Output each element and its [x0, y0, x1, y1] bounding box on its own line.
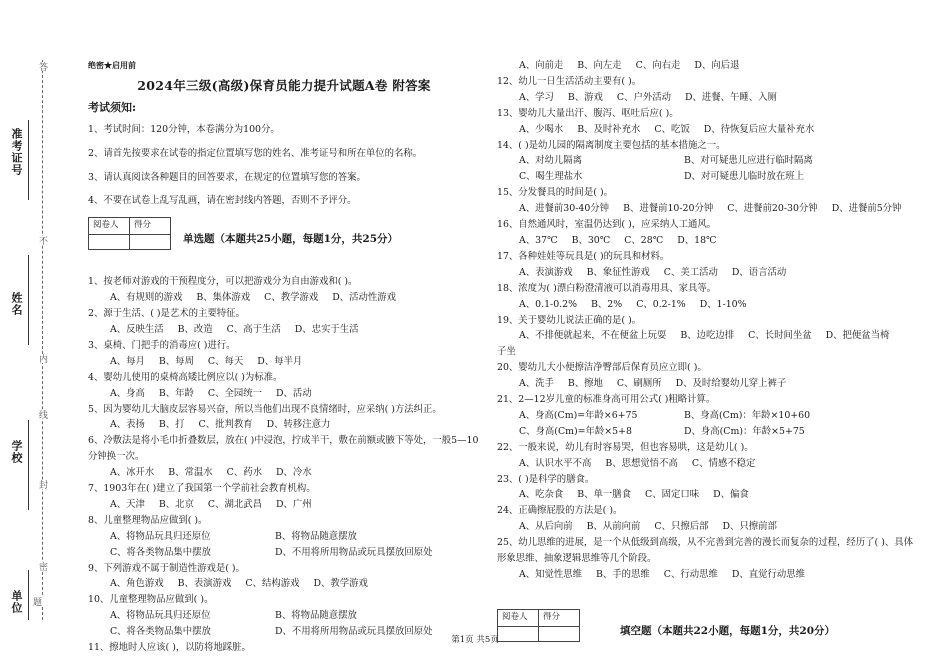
- answer-option[interactable]: B、打: [158, 419, 185, 431]
- section1-title: 单选题（本题共25小题，每题1分，共25分）: [183, 233, 399, 246]
- answer-option[interactable]: B、将物品随意摆放: [275, 610, 357, 622]
- school-label: 学校: [10, 440, 23, 464]
- answer-option[interactable]: B、手的思维: [596, 569, 650, 580]
- question-item: [497, 360, 917, 392]
- answer-option[interactable]: D、活动性游戏: [332, 292, 397, 304]
- answer-option[interactable]: C、只擦后部: [654, 521, 709, 533]
- answer-option[interactable]: C、户外活动: [616, 91, 671, 103]
- option-row: [497, 90, 917, 106]
- answer-option[interactable]: A、从后向前: [519, 521, 573, 533]
- question-text: 6、冷敷法是将小毛巾折叠数层，放在( )中浸泡，拧成半干，敷在前额或腋下等处，一般5—10分钟换一次。: [88, 435, 479, 463]
- question-item: [88, 513, 480, 561]
- answer-option[interactable]: D、语言活动: [731, 266, 787, 278]
- answer-option[interactable]: D、身高(Cm)：年龄×5+75: [684, 425, 805, 437]
- option-row: [497, 519, 917, 535]
- answer-option[interactable]: A、少喝水: [519, 123, 564, 135]
- answer-option[interactable]: A、不排便就起来，不在便盆上玩耍: [519, 330, 667, 342]
- option-row: [497, 408, 917, 424]
- seal-hint-mi: 密: [37, 562, 47, 571]
- answer-option[interactable]: A、每月: [110, 355, 145, 367]
- school-line: [28, 420, 29, 510]
- answer-option[interactable]: D、1-10%: [699, 298, 747, 310]
- score-table: [88, 217, 171, 250]
- answer-option[interactable]: B、常温水: [168, 467, 213, 479]
- answer-option[interactable]: A、0.1-0.2%: [519, 298, 578, 310]
- option-row: [497, 297, 917, 313]
- question-item: [497, 313, 917, 361]
- answer-option[interactable]: C、向右走: [635, 60, 681, 71]
- answer-option[interactable]: C、湖北武昌: [207, 498, 262, 510]
- question-text: 17、各种娃娃等玩具是( )的玩具和材料。: [497, 250, 670, 262]
- answer-option[interactable]: A、身高: [110, 387, 145, 399]
- question-text: 13、婴幼儿大量出汗、腹泻、呕吐后应( )。: [497, 107, 679, 119]
- answer-option[interactable]: A、向前走: [519, 60, 564, 71]
- score-cell: 得分: [539, 609, 580, 626]
- option-row: [497, 328, 917, 344]
- answer-option[interactable]: B、将物品随意摆放: [275, 530, 357, 542]
- answer-option[interactable]: A、37℃: [519, 234, 558, 246]
- seal-hint-da: 答: [37, 62, 47, 71]
- answer-option[interactable]: C、批判教育: [198, 419, 253, 431]
- notice-item: 1、考试时间：120分钟，本卷满分为100分。: [88, 123, 280, 135]
- option-row: [88, 386, 480, 402]
- answer-option[interactable]: D、待恢复后应大量补充水: [703, 123, 815, 135]
- answer-option[interactable]: D、转移注意力: [266, 419, 331, 431]
- answer-option[interactable]: D、不用将所用物品或玩具摆放回原处: [275, 626, 433, 638]
- question-text: 20、婴幼儿大小便擦洁净臀部后保育员应立即( )。: [497, 362, 707, 374]
- score-cell: 得分: [130, 218, 171, 235]
- section1-header: [88, 217, 480, 250]
- answer-option[interactable]: D、直觉行动思维: [731, 569, 806, 580]
- answer-option[interactable]: D、及时给婴幼儿穿上裤子: [675, 378, 787, 390]
- answer-option[interactable]: A、天津: [110, 498, 145, 510]
- right-question-list: [497, 58, 917, 583]
- answer-option[interactable]: C、0.2-1%: [636, 298, 686, 310]
- option-row: [88, 576, 480, 592]
- answer-option[interactable]: C、美工活动: [663, 266, 718, 278]
- answer-option[interactable]: B、擦地: [567, 378, 603, 390]
- option-row: [497, 376, 917, 392]
- option-row: [88, 290, 480, 306]
- option-row: [497, 487, 917, 503]
- section2-title: 填空题（本题共22小题，每题1分，共20分）: [620, 624, 836, 637]
- answer-option[interactable]: A、冰开水: [110, 467, 155, 479]
- unit-label: 单位: [10, 590, 23, 614]
- answer-option[interactable]: B、集体游戏: [196, 292, 251, 304]
- option-row: [88, 417, 480, 433]
- answer-option[interactable]: D、活动: [275, 387, 312, 399]
- question-item: [88, 338, 480, 370]
- question-text: 4、婴幼儿使用的桌椅高矮比例应以( )为标准。: [88, 371, 283, 383]
- answer-option[interactable]: A、将物品玩具归还原位: [110, 530, 211, 542]
- answer-option[interactable]: C、喝生理盐水: [519, 171, 583, 183]
- option-row: [497, 122, 917, 138]
- answer-option[interactable]: B、北京: [158, 498, 194, 510]
- option-row: [88, 545, 480, 561]
- question-text: 3、桌椅、门把手的消毒应( )进行。: [88, 339, 236, 351]
- answer-option[interactable]: C、进餐前20-30分钟: [727, 203, 818, 215]
- question-text: 21、2—12岁儿童的标准身高可用公式( )粗略计算。: [497, 394, 716, 406]
- exam-number-line: [28, 120, 29, 200]
- question-item: [497, 249, 917, 281]
- answer-option[interactable]: A、反映生活: [110, 323, 164, 335]
- answer-option[interactable]: B、进餐前10-20分钟: [623, 203, 714, 215]
- answer-option[interactable]: C、高于生活: [226, 323, 281, 335]
- answer-option[interactable]: B、身高(Cm)：年龄×10+60: [684, 409, 811, 421]
- answer-option[interactable]: C、全园统一: [207, 387, 262, 399]
- seal-hint-nei: 内: [37, 354, 47, 363]
- answer-option[interactable]: A、认识水平不高: [519, 457, 592, 469]
- answer-option[interactable]: D、只擦前部: [722, 521, 777, 533]
- question-item: [497, 58, 917, 74]
- answer-option[interactable]: D、每半月: [257, 355, 303, 367]
- question-item: [88, 402, 480, 434]
- question-text: 11、擦地时人应该( )，以防将地踩脏。: [88, 642, 251, 654]
- secret-mark: 绝密★启用前: [88, 60, 136, 70]
- seal-dashed-line: [42, 60, 43, 620]
- exam-title: 2024年三级(高级)保育员能力提升试题A卷 附答案: [137, 77, 431, 93]
- question-item: [497, 281, 917, 313]
- option-row: [497, 58, 917, 74]
- answer-option[interactable]: D、进餐前5分钟: [831, 203, 902, 215]
- notice-heading: 考试须知:: [88, 100, 137, 114]
- notice-item: 2、请首先按要求在试卷的指定位置填写您的姓名、准考证号和所在单位的名称。: [88, 147, 423, 159]
- answer-option[interactable]: B、30℃: [571, 234, 611, 246]
- answer-option[interactable]: A、身高(Cm)=年龄×6+75: [519, 409, 638, 421]
- answer-option[interactable]: C、将各类物品集中摆放: [110, 626, 211, 638]
- question-text: 10、儿童整理物品应做到( )。: [88, 594, 214, 606]
- exam-number-label: 准考证号: [10, 128, 23, 176]
- answer-option[interactable]: C、将各类物品集中摆放: [110, 546, 211, 558]
- name-label: 姓名: [10, 292, 23, 316]
- unit-line: [28, 570, 29, 620]
- question-text: 9、下列游戏不属于制造性游戏是( )。: [88, 562, 245, 574]
- section-gap: [88, 250, 480, 274]
- answer-option[interactable]: C、身高(Cm)=年龄×5+8: [519, 425, 632, 437]
- answer-option[interactable]: D、进餐、午睡、入厕: [684, 91, 777, 103]
- question-item: [88, 306, 480, 338]
- answer-option[interactable]: C、刷厕所: [616, 378, 662, 390]
- question-item: [497, 185, 917, 217]
- answer-option[interactable]: B、表演游戏: [177, 578, 232, 590]
- question-text: 2、源于生活、( )是艺术的主要特征。: [88, 308, 245, 320]
- answer-option[interactable]: A、学习: [519, 91, 554, 103]
- answer-option[interactable]: A、表扬: [110, 419, 145, 431]
- answer-option[interactable]: C、吃饭: [654, 123, 690, 135]
- answer-option[interactable]: A、对幼儿隔离: [519, 155, 583, 167]
- question-item: [88, 561, 480, 593]
- question-item: [497, 138, 917, 186]
- answer-option[interactable]: D、偏食: [713, 489, 749, 501]
- option-row: [88, 529, 480, 545]
- answer-option[interactable]: A、知觉性思维: [519, 569, 583, 580]
- seal-hint-bu: 不: [37, 236, 47, 245]
- left-question-list: [88, 274, 480, 656]
- answer-option[interactable]: B、游戏: [567, 91, 603, 103]
- answer-option[interactable]: A、角色游戏: [110, 578, 164, 590]
- answer-option[interactable]: D、教学游戏: [313, 578, 368, 590]
- question-text: 5、因为婴幼儿大脑皮层容易兴奋，所以当他们出现不良情绪时，应采纳( )方法纠正。: [88, 403, 442, 415]
- question-text: 19、关于婴幼儿说法正确的是( )。: [497, 314, 642, 326]
- answer-option[interactable]: B、年龄: [158, 387, 194, 399]
- seal-hint-feng: 封: [37, 480, 47, 489]
- answer-option[interactable]: C、长时间坐盆: [748, 330, 812, 342]
- answer-option[interactable]: D、忠实于生活: [294, 323, 359, 335]
- name-line: [28, 255, 29, 345]
- right-column: [497, 58, 917, 642]
- option-row: [88, 608, 480, 624]
- answer-option[interactable]: D、不用将所用物品或玩具摆放回原处: [275, 546, 433, 558]
- score-blank[interactable]: [130, 235, 171, 250]
- answer-option[interactable]: B、从前向前: [586, 521, 641, 533]
- option-row: [88, 322, 480, 338]
- answer-option[interactable]: D、冷水: [275, 467, 312, 479]
- seal-hint-ti: 题: [31, 597, 41, 606]
- answer-option[interactable]: B、边吃边排: [680, 330, 735, 342]
- option-row: [88, 497, 480, 513]
- question-text: 8、儿童整理物品应做到( )。: [88, 514, 208, 526]
- answer-option[interactable]: A、将物品玩具归还原位: [110, 610, 211, 622]
- question-item: [88, 370, 480, 402]
- answer-option[interactable]: D、向后退: [694, 60, 740, 71]
- answer-option[interactable]: B、象征性游戏: [586, 266, 650, 278]
- question-item: [497, 440, 917, 472]
- answer-option[interactable]: D、18℃: [677, 234, 717, 246]
- notice-list: [88, 122, 480, 210]
- answer-option[interactable]: B、单一膳食: [577, 489, 632, 501]
- answer-option[interactable]: A、进餐前30-40分钟: [519, 203, 610, 215]
- question-item: [497, 535, 917, 583]
- option-row: [88, 465, 480, 481]
- seal-hint-xian: 线: [37, 410, 47, 419]
- question-item: [497, 392, 917, 440]
- option-row: [497, 233, 917, 249]
- question-item: [497, 106, 917, 138]
- option-row: [497, 424, 917, 440]
- answer-option[interactable]: C、行动思维: [663, 569, 718, 580]
- answer-option[interactable]: D、对可疑患儿临时放在班上: [684, 171, 805, 183]
- question-item: [497, 74, 917, 106]
- answer-option[interactable]: A、有规则的游戏: [110, 292, 183, 304]
- question-item: [497, 503, 917, 535]
- answer-option[interactable]: C、28℃: [624, 234, 664, 246]
- answer-option[interactable]: A、表演游戏: [519, 266, 573, 278]
- answer-option[interactable]: B、向左走: [577, 60, 622, 71]
- question-text: 23、( )是科学的膳食。: [497, 473, 595, 485]
- question-text: 22、一般来说，幼儿有时容易哭，但也容易哄，这是幼儿( )。: [497, 441, 754, 453]
- option-row: [497, 265, 917, 281]
- option-row: [497, 567, 917, 583]
- question-item: [88, 433, 480, 481]
- answer-option[interactable]: A、吃杂食: [519, 489, 564, 501]
- question-text: 16、自然通风时，室温仍达到( )，应采纳人工通风。: [497, 219, 717, 231]
- answer-option[interactable]: B、对可疑患儿应进行临时隔离: [684, 155, 813, 167]
- option-row: [497, 201, 917, 217]
- reviewer-cell: 阅卷人: [89, 218, 130, 235]
- binding-strip: [0, 0, 70, 671]
- reviewer-cell: 阅卷人: [498, 609, 539, 626]
- answer-option[interactable]: B、思想觉悟不高: [605, 457, 678, 469]
- question-text: 18、浓度为( )漂白粉澄清液可以消毒用具、家具等。: [497, 282, 717, 294]
- page-footer: 第1页 共5页: [451, 635, 499, 645]
- question-item: [497, 472, 917, 504]
- answer-option[interactable]: C、情感不稳定: [691, 457, 756, 469]
- answer-option[interactable]: A、洗手: [519, 378, 554, 390]
- answer-option[interactable]: D、广州: [275, 498, 312, 510]
- question-text: 14、( )是幼儿园的隔离制度主要包括的基本措施之一。: [497, 139, 726, 151]
- answer-option[interactable]: D、把便盆当椅: [825, 330, 890, 342]
- question-text: 1、按老师对游戏的干预程度分，可以把游戏分为自由游戏和( )。: [88, 276, 358, 288]
- question-text: 15、分发餐具的时间是( )。: [497, 187, 613, 199]
- option-row: [497, 169, 917, 185]
- question-text: 25、幼儿思维的进展，是一个从低级到高级，从不完善到完善的漫长而复杂的过程，经历了( )、具体形象思维、抽象逻辑思维等几个阶段。: [497, 537, 913, 565]
- answer-option[interactable]: C、结构游戏: [245, 578, 300, 590]
- notice-item: 4、不要在试卷上乱写乱画，请在密封线内答题，否则不予评分。: [88, 195, 357, 207]
- question-text: 24、正确擦屁股的方法是( )。: [497, 505, 623, 517]
- question-text: 7、1903年在( )建立了我国第一个学前社会教育机构。: [88, 483, 316, 495]
- left-column: [88, 58, 480, 656]
- answer-option[interactable]: B、2%: [591, 298, 623, 310]
- reviewer-blank[interactable]: [89, 235, 130, 250]
- answer-option[interactable]: C、药水: [226, 467, 262, 479]
- notice-item: 3、请认真阅读各种题目的回答要求，在规定的位置填写您的答案。: [88, 171, 366, 183]
- question-item: [88, 274, 480, 306]
- option-row: [88, 354, 480, 370]
- answer-option[interactable]: B、及时补充水: [577, 123, 641, 135]
- option-row: [497, 153, 917, 169]
- answer-option[interactable]: B、改造: [177, 323, 213, 335]
- option-continuation: 子坐: [497, 346, 516, 358]
- question-item: [497, 217, 917, 249]
- answer-option[interactable]: C、固定口味: [645, 489, 700, 501]
- question-item: [88, 481, 480, 513]
- answer-option[interactable]: B、每周: [158, 355, 194, 367]
- answer-option[interactable]: C、教学游戏: [264, 292, 319, 304]
- answer-option[interactable]: C、每天: [207, 355, 244, 367]
- question-text: 12、幼儿一日生活活动主要有( )。: [497, 75, 642, 87]
- option-row: [497, 456, 917, 472]
